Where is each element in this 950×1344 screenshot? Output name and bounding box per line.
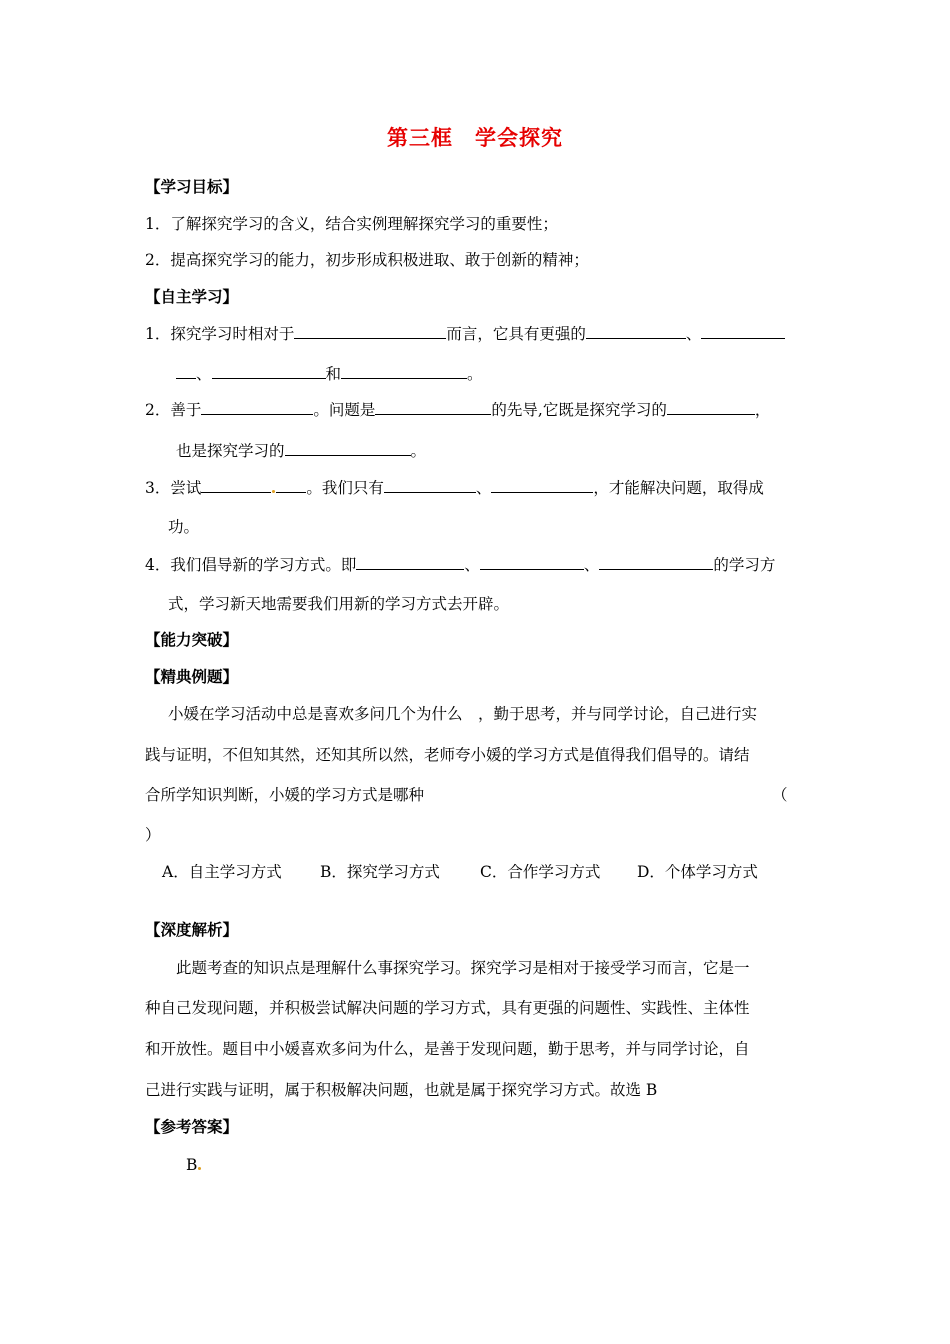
answer-value: B [186, 1155, 202, 1175]
fill-blank[interactable] [375, 399, 491, 415]
marker-dot-icon [272, 490, 275, 493]
page-title: 第三框 学会探究 [387, 126, 563, 150]
example-paragraph-line-1: 小媛在学习活动中总是喜欢多问几个为什么 ，勤于思考，并与同学讨论，自己进行实 [168, 705, 758, 723]
question-3-line-1: 3．尝试 。我们只有 、 ，才能解决问题，取得成 [145, 479, 764, 497]
question-1-line-2: 、 和 。 [176, 363, 483, 384]
question-3-line-2: 功。 [168, 518, 200, 536]
section-heading-self-study: 【自主学习】 [145, 288, 239, 306]
question-4-line-1: 4．我们倡导新的学习方式。即 、 、 的学习方 [145, 556, 776, 574]
fill-blank[interactable] [294, 323, 446, 339]
section-heading-analysis: 【深度解析】 [145, 921, 239, 939]
fill-blank[interactable] [276, 477, 306, 493]
fill-blank[interactable] [599, 554, 713, 570]
fill-blank[interactable] [212, 363, 326, 379]
marker-dot-icon [198, 1167, 201, 1170]
fill-blank[interactable] [201, 399, 313, 415]
analysis-line-2: 种自己发现问题，并积极尝试解决问题的学习方式，具有更强的问题性、实践性、主体性 [145, 999, 750, 1017]
question-2-line-2: 也是探究学习的 。 [176, 442, 427, 460]
question-2-line-1: 2．善于 。问题是 的先导,它既是探究学习的 ， [145, 401, 771, 419]
section-heading-answer: 【参考答案】 [145, 1118, 239, 1136]
analysis-line-1: 此题考查的知识点是理解什么事探究学习。探究学习是相对于接受学习而言，它是一 [176, 959, 750, 977]
section-heading-ability: 【能力突破】 [145, 631, 239, 649]
answer-paren-close: ） [145, 826, 161, 844]
answer-paren-open: （ [772, 786, 788, 804]
fill-blank[interactable] [341, 363, 467, 379]
fill-blank[interactable] [384, 477, 476, 493]
goal-item-1: 1．了解探究学习的含义，结合实例理解探究学习的重要性； [145, 215, 558, 233]
fill-blank[interactable] [176, 363, 196, 379]
section-heading-goal: 【学习目标】 [145, 178, 239, 196]
fill-blank[interactable] [285, 440, 411, 456]
fill-blank[interactable] [667, 399, 755, 415]
option-c: C．合作学习方式 [480, 863, 601, 881]
question-4-line-2: 式，学习新天地需要我们用新的学习方式去开辟。 [168, 595, 510, 613]
analysis-line-3: 和开放性。题目中小媛喜欢多问为什么，是善于发现问题，勤于思考，并与同学讨论，自 [145, 1040, 750, 1058]
fill-blank[interactable] [201, 477, 271, 493]
fill-blank[interactable] [701, 323, 785, 339]
fill-blank[interactable] [586, 323, 686, 339]
fill-blank[interactable] [356, 554, 464, 570]
fill-blank[interactable] [480, 554, 584, 570]
option-a: A．自主学习方式 [162, 863, 282, 881]
option-d: D．个体学习方式 [637, 863, 758, 881]
option-b: B．探究学习方式 [320, 863, 440, 881]
analysis-line-4: 己进行实践与证明，属于积极解决问题，也就是属于探究学习方式。故选 B [145, 1081, 658, 1099]
goal-item-2: 2．提高探究学习的能力，初步形成积极进取、敢于创新的精神； [145, 251, 589, 269]
question-1-line-1: 1．探究学习时相对于 而言，它具有更强的 、 [145, 323, 785, 344]
fill-blank[interactable] [491, 477, 593, 493]
example-paragraph-line-2: 践与证明，不但知其然，还知其所以然，老师夸小媛的学习方式是值得我们倡导的。请结 [145, 746, 750, 764]
example-paragraph-line-3: 合所学知识判断，小媛的学习方式是哪种 [145, 786, 425, 804]
section-heading-example: 【精典例题】 [145, 668, 239, 686]
